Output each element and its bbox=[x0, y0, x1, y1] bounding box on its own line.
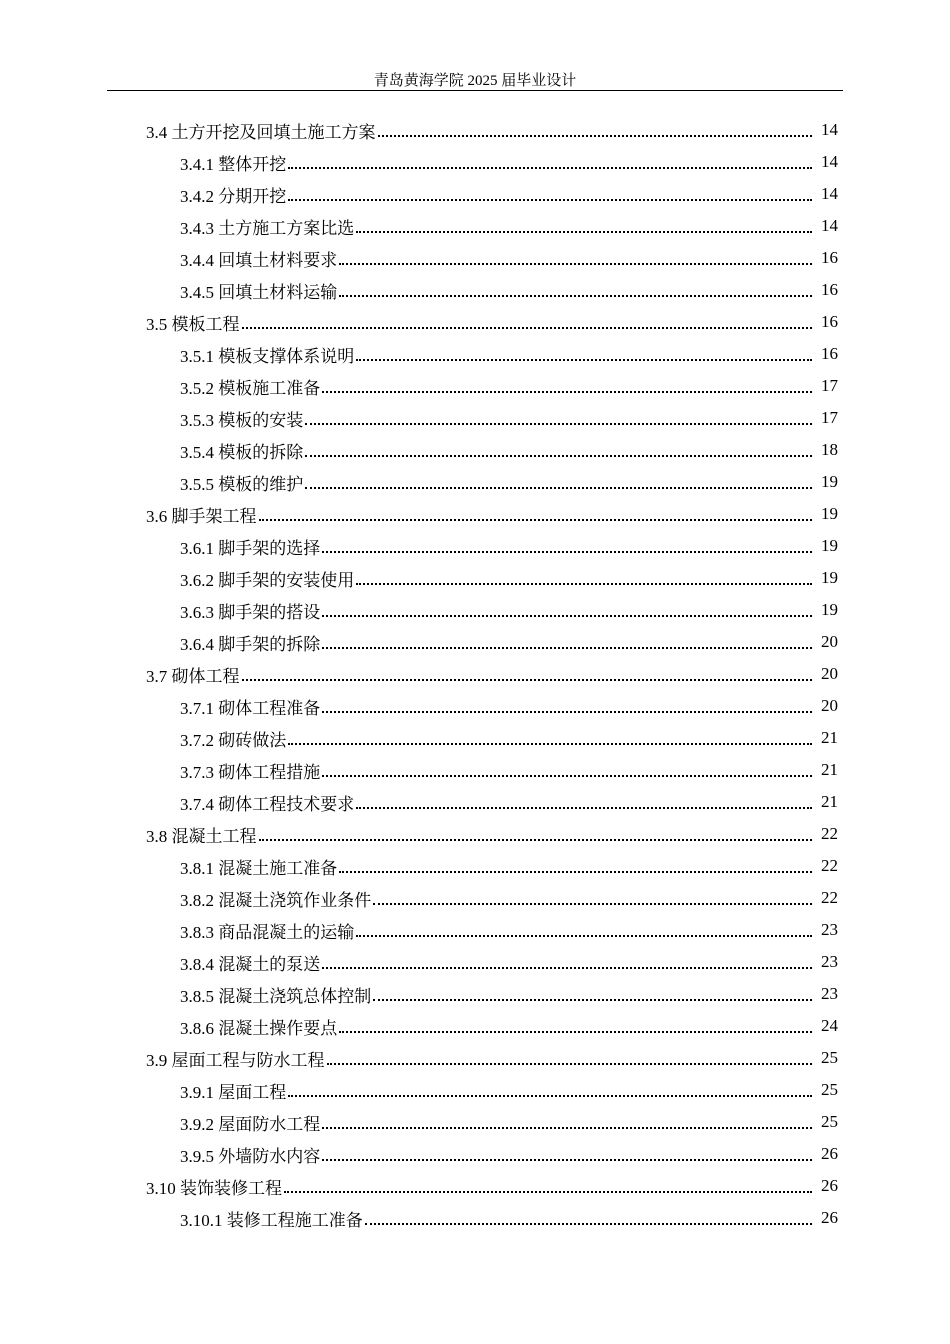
toc-dot-leader bbox=[373, 998, 812, 1001]
toc-entry-label: 3.8.2 混凝土浇筑作业条件 bbox=[180, 886, 371, 911]
toc-entry-page-number: 22 bbox=[821, 888, 838, 907]
toc-entry[interactable] bbox=[0, 1138, 950, 1170]
toc-entry[interactable] bbox=[0, 274, 950, 306]
toc-dot-leader bbox=[242, 678, 813, 681]
header-rule bbox=[107, 90, 843, 91]
toc-entry-page-number: 20 bbox=[821, 696, 838, 715]
toc-dot-leader bbox=[322, 966, 812, 969]
toc-entry[interactable] bbox=[0, 562, 950, 594]
page-header: 青岛黄海学院 2025 届毕业设计 bbox=[373, 73, 577, 89]
toc-dot-leader bbox=[305, 454, 812, 457]
toc-dot-leader bbox=[356, 806, 812, 809]
toc-entry[interactable] bbox=[0, 306, 950, 338]
toc-dot-leader bbox=[288, 198, 812, 201]
toc-dot-leader bbox=[259, 518, 813, 521]
toc-entry-label: 3.7.4 砌体工程技术要求 bbox=[180, 790, 354, 815]
toc-entry[interactable] bbox=[0, 1170, 950, 1202]
toc-entry[interactable] bbox=[0, 338, 950, 370]
toc-entry-label: 3.9.2 屋面防水工程 bbox=[180, 1110, 320, 1135]
toc-dot-leader bbox=[378, 134, 813, 137]
toc-entry-label: 3.7.1 砌体工程准备 bbox=[180, 694, 320, 719]
toc-dot-leader bbox=[284, 1190, 812, 1193]
toc-entry[interactable] bbox=[0, 370, 950, 402]
toc-entry-label: 3.5.3 模板的安装 bbox=[180, 406, 303, 431]
toc-entry[interactable] bbox=[0, 178, 950, 210]
toc-entry[interactable] bbox=[0, 1202, 950, 1234]
toc-entry-page-number: 20 bbox=[821, 664, 838, 683]
toc-entry-label: 3.8.5 混凝土浇筑总体控制 bbox=[180, 982, 371, 1007]
toc-dot-leader bbox=[322, 1158, 812, 1161]
toc-entry-page-number: 16 bbox=[821, 280, 838, 299]
toc-dot-leader bbox=[259, 838, 813, 841]
toc-dot-leader bbox=[305, 422, 812, 425]
toc-dot-leader bbox=[339, 870, 812, 873]
toc-entry-page-number: 19 bbox=[821, 472, 838, 491]
toc-entry-page-number: 21 bbox=[821, 760, 838, 779]
toc-entry-label: 3.10 装饰装修工程 bbox=[146, 1174, 282, 1199]
toc-entry-page-number: 16 bbox=[821, 312, 838, 331]
toc-entry-label: 3.9.5 外墙防水内容 bbox=[180, 1142, 320, 1167]
toc-dot-leader bbox=[322, 550, 812, 553]
toc-entry-label: 3.5.4 模板的拆除 bbox=[180, 438, 303, 463]
toc-dot-leader bbox=[356, 358, 812, 361]
toc-entry-label: 3.8.1 混凝土施工准备 bbox=[180, 854, 337, 879]
toc-entry-page-number: 23 bbox=[821, 984, 838, 1003]
toc-entry-page-number: 21 bbox=[821, 792, 838, 811]
toc-entry-label: 3.4.4 回填土材料要求 bbox=[180, 246, 337, 271]
toc-entry-page-number: 19 bbox=[821, 536, 838, 555]
toc-entry-label: 3.8.4 混凝土的泵送 bbox=[180, 950, 320, 975]
toc-entry-label: 3.9.1 屋面工程 bbox=[180, 1078, 286, 1103]
toc-entry-page-number: 20 bbox=[821, 632, 838, 651]
toc-entry-page-number: 25 bbox=[821, 1048, 838, 1067]
toc-entry[interactable] bbox=[0, 434, 950, 466]
toc-entry-page-number: 24 bbox=[821, 1016, 838, 1035]
toc-entry-page-number: 14 bbox=[821, 120, 838, 139]
toc-entry-page-number: 26 bbox=[821, 1176, 838, 1195]
toc-entry-page-number: 17 bbox=[821, 408, 838, 427]
toc-entry-page-number: 14 bbox=[821, 184, 838, 203]
toc-entry-page-number: 19 bbox=[821, 568, 838, 587]
toc-entry[interactable] bbox=[0, 1106, 950, 1138]
toc-dot-leader bbox=[365, 1222, 812, 1225]
toc-dot-leader bbox=[339, 1030, 812, 1033]
toc-entry[interactable] bbox=[0, 818, 950, 850]
toc-entry-page-number: 14 bbox=[821, 152, 838, 171]
toc-entry-label: 3.4.5 回填土材料运输 bbox=[180, 278, 337, 303]
toc-entry-page-number: 22 bbox=[821, 824, 838, 843]
toc-entry-label: 3.7.3 砌体工程措施 bbox=[180, 758, 320, 783]
toc-entry-label: 3.6.3 脚手架的搭设 bbox=[180, 598, 320, 623]
toc-entry[interactable] bbox=[0, 210, 950, 242]
toc-dot-leader bbox=[356, 230, 812, 233]
toc-entry-label: 3.5.1 模板支撑体系说明 bbox=[180, 342, 354, 367]
toc-entry-page-number: 21 bbox=[821, 728, 838, 747]
toc-entry[interactable] bbox=[0, 530, 950, 562]
toc-entry[interactable] bbox=[0, 242, 950, 274]
toc-entry-page-number: 26 bbox=[821, 1144, 838, 1163]
toc-entry-page-number: 14 bbox=[821, 216, 838, 235]
toc-dot-leader bbox=[242, 326, 813, 329]
toc-entry-label: 3.10.1 装修工程施工准备 bbox=[180, 1206, 363, 1231]
toc-entry[interactable] bbox=[0, 850, 950, 882]
toc-dot-leader bbox=[322, 1126, 812, 1129]
toc-dot-leader bbox=[339, 262, 812, 265]
toc-entry-page-number: 25 bbox=[821, 1112, 838, 1131]
toc-entry[interactable] bbox=[0, 1010, 950, 1042]
toc-entry[interactable] bbox=[0, 1074, 950, 1106]
toc-dot-leader bbox=[373, 902, 812, 905]
toc-entry-label: 3.4 土方开挖及回填土施工方案 bbox=[146, 118, 376, 143]
toc-entry-page-number: 16 bbox=[821, 248, 838, 267]
toc-entry-label: 3.5.5 模板的维护 bbox=[180, 470, 303, 495]
toc-entry-label: 3.4.3 土方施工方案比选 bbox=[180, 214, 354, 239]
toc-dot-leader bbox=[356, 934, 812, 937]
toc-entry[interactable] bbox=[0, 978, 950, 1010]
table-of-contents bbox=[0, 114, 950, 1234]
toc-dot-leader bbox=[356, 582, 812, 585]
toc-entry-page-number: 19 bbox=[821, 504, 838, 523]
toc-entry[interactable] bbox=[0, 754, 950, 786]
toc-dot-leader bbox=[322, 614, 812, 617]
toc-entry-label: 3.6 脚手架工程 bbox=[146, 502, 257, 527]
toc-dot-leader bbox=[288, 166, 812, 169]
toc-entry-label: 3.6.2 脚手架的安装使用 bbox=[180, 566, 354, 591]
toc-entry-label: 3.5.2 模板施工准备 bbox=[180, 374, 320, 399]
toc-entry-page-number: 22 bbox=[821, 856, 838, 875]
toc-entry-label: 3.7 砌体工程 bbox=[146, 662, 240, 687]
toc-entry-page-number: 18 bbox=[821, 440, 838, 459]
toc-dot-leader bbox=[327, 1062, 813, 1065]
toc-entry-page-number: 23 bbox=[821, 920, 838, 939]
toc-entry[interactable] bbox=[0, 914, 950, 946]
toc-entry[interactable] bbox=[0, 594, 950, 626]
toc-entry[interactable] bbox=[0, 946, 950, 978]
toc-entry[interactable] bbox=[0, 146, 950, 178]
toc-entry-label: 3.8.6 混凝土操作要点 bbox=[180, 1014, 337, 1039]
toc-entry-label: 3.4.2 分期开挖 bbox=[180, 182, 286, 207]
toc-entry-page-number: 26 bbox=[821, 1208, 838, 1227]
toc-entry-page-number: 25 bbox=[821, 1080, 838, 1099]
toc-entry[interactable] bbox=[0, 498, 950, 530]
toc-entry[interactable] bbox=[0, 114, 950, 146]
toc-entry[interactable] bbox=[0, 1042, 950, 1074]
toc-dot-leader bbox=[288, 1094, 812, 1097]
toc-dot-leader bbox=[322, 710, 812, 713]
toc-entry-page-number: 16 bbox=[821, 344, 838, 363]
toc-entry-label: 3.8.3 商品混凝土的运输 bbox=[180, 918, 354, 943]
toc-entry[interactable] bbox=[0, 626, 950, 658]
toc-entry-label: 3.9 屋面工程与防水工程 bbox=[146, 1046, 325, 1071]
toc-entry[interactable] bbox=[0, 786, 950, 818]
toc-entry[interactable] bbox=[0, 402, 950, 434]
toc-entry-label: 3.6.4 脚手架的拆除 bbox=[180, 630, 320, 655]
toc-dot-leader bbox=[305, 486, 812, 489]
toc-dot-leader bbox=[322, 390, 812, 393]
toc-entry[interactable] bbox=[0, 690, 950, 722]
toc-entry-label: 3.8 混凝土工程 bbox=[146, 822, 257, 847]
toc-entry-page-number: 19 bbox=[821, 600, 838, 619]
toc-entry[interactable] bbox=[0, 882, 950, 914]
toc-dot-leader bbox=[339, 294, 812, 297]
toc-entry[interactable] bbox=[0, 466, 950, 498]
toc-entry[interactable] bbox=[0, 658, 950, 690]
toc-entry-label: 3.7.2 砌砖做法 bbox=[180, 726, 286, 751]
toc-dot-leader bbox=[288, 742, 812, 745]
toc-entry-page-number: 17 bbox=[821, 376, 838, 395]
toc-entry-label: 3.5 模板工程 bbox=[146, 310, 240, 335]
toc-entry[interactable] bbox=[0, 722, 950, 754]
toc-entry-page-number: 23 bbox=[821, 952, 838, 971]
toc-entry-label: 3.4.1 整体开挖 bbox=[180, 150, 286, 175]
toc-dot-leader bbox=[322, 646, 812, 649]
toc-entry-label: 3.6.1 脚手架的选择 bbox=[180, 534, 320, 559]
toc-dot-leader bbox=[322, 774, 812, 777]
